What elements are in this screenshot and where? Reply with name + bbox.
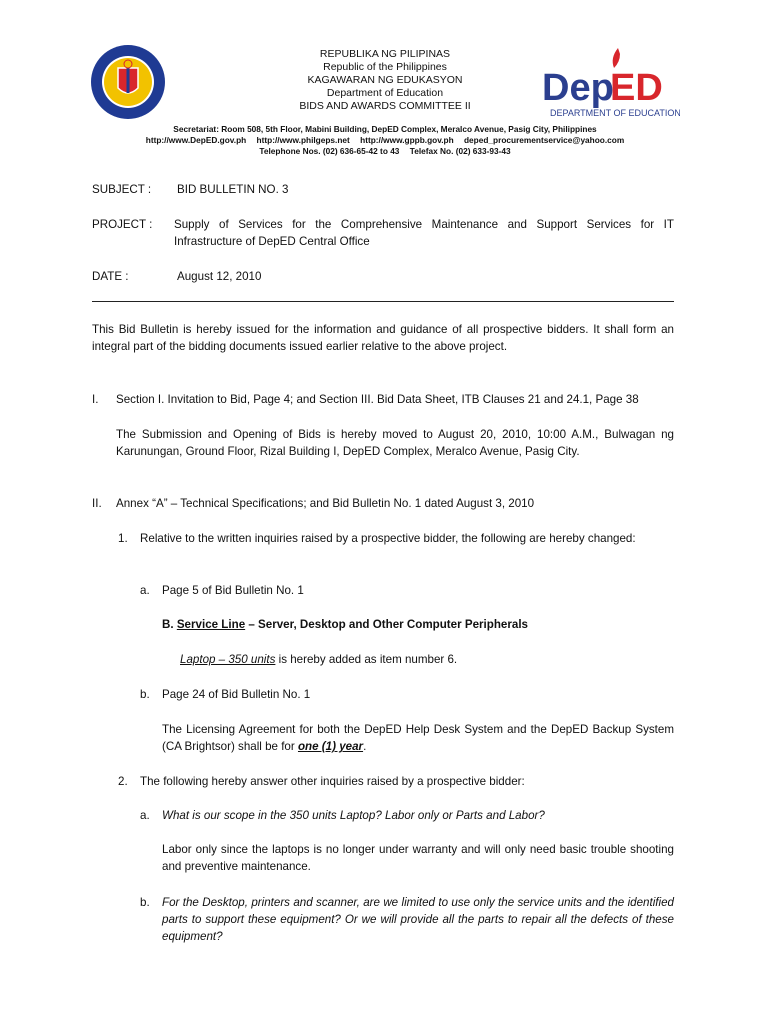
licensing-paragraph	[162, 721, 674, 755]
link-deped[interactable]: http://www.DepED.gov.ph	[145, 135, 247, 145]
sub-b-text: Page 24 of Bid Bulletin No. 1	[162, 688, 311, 701]
licensing-term: one (1) year	[297, 740, 364, 753]
header-line-4: Department of Education	[326, 87, 444, 99]
question-a: What is our scope in the 350 units Laptop? Labor only or Parts and Labor?	[162, 809, 545, 822]
item-1-text: Relative to the written inquiries raised by a prospective bidder, the following are hereby changed:	[140, 532, 636, 545]
item-2-number: 2.	[118, 775, 128, 788]
date-label: DATE :	[92, 270, 129, 283]
header-line-1: REPUBLIKA NG PILIPINAS	[319, 48, 451, 60]
question-b-label: b.	[140, 896, 150, 909]
sub-b-label: b.	[140, 688, 150, 701]
item-2-text: The following hereby answer other inquiries raised by a prospective bidder:	[140, 775, 525, 788]
question-a-label: a.	[140, 809, 150, 822]
section-1-text: The Submission and Opening of Bids is hereby moved to August 20, 2010, 10:00 A.M., Bulwagan ng Karunungan, Ground Floor, Rizal Building I, DepED Complex, Meralco Avenue, Pasig City.	[116, 428, 674, 458]
header-line-3: KAGAWARAN NG EDUKASYON	[307, 74, 463, 86]
project-value: Supply of Services for the Comprehensive Maintenance and Support Services for IT Infrastructure of DepED Central Office	[174, 218, 674, 248]
licensing-text: The Licensing Agreement for both the DepED Help Desk System and the DepED Backup System (CA Brightsor) shall be for	[162, 723, 674, 753]
section-2-title: Annex “A” – Technical Specifications; and Bid Bulletin No. 1 dated August 3, 2010	[116, 497, 535, 510]
project-label: PROJECT :	[92, 218, 153, 231]
service-line-rest: – Server, Desktop and Other Computer Peripherals	[245, 618, 528, 631]
laptop-line	[180, 651, 457, 668]
link-gppb[interactable]: http://www.gppb.gov.ph	[360, 135, 454, 145]
header-line-2: Republic of the Philippines	[323, 61, 447, 73]
header-line-5: BIDS AND AWARDS COMMITTEE II	[299, 100, 471, 112]
subject-label: SUBJECT :	[92, 183, 152, 196]
address-block	[100, 124, 670, 157]
svg-text:ED: ED	[610, 67, 663, 109]
section-2-number: II.	[92, 497, 102, 510]
service-line-label: Service Line	[176, 618, 246, 631]
phone-row	[100, 146, 670, 157]
answer-a: Labor only since the laptops is no longer under warranty and will only need basic trouble shooting and preventive maintenance.	[162, 843, 674, 873]
service-line-heading	[162, 616, 528, 633]
date-value: August 12, 2010	[177, 270, 262, 283]
laptop-rest: is hereby added as item number 6.	[275, 653, 458, 666]
item-1-number: 1.	[118, 532, 128, 545]
telefax-number: Telefax No. (02) 633-93-43	[409, 146, 511, 156]
telephone-numbers: Telephone Nos. (02) 636-65-42 to 43	[259, 146, 400, 156]
link-philgeps[interactable]: http://www.philgeps.net	[256, 135, 350, 145]
licensing-end: .	[363, 740, 367, 753]
divider	[92, 301, 674, 302]
section-1-title: Section I. Invitation to Bid, Page 4; and Section III. Bid Data Sheet, ITB Clauses 21 and 24.1, Page 38	[116, 393, 639, 406]
question-b: For the Desktop, printers and scanner, are we limited to use only the service units and the identified parts to support these equipment? Or we will provide all the parts to repair all the defects of these equipment?	[162, 896, 674, 943]
service-line-prefix: B.	[162, 618, 177, 631]
links-row	[100, 135, 670, 146]
intro-paragraph: This Bid Bulletin is hereby issued for the information and guidance of all prospective bidders. It shall form an integral part of the bidding documents issued earlier relative to the above project.	[92, 323, 674, 353]
section-1-number: I.	[92, 393, 99, 406]
svg-text:DEPARTMENT OF EDUCATION: DEPARTMENT OF EDUCATION	[550, 108, 680, 118]
subject-value: BID BULLETIN NO. 3	[177, 183, 289, 196]
sub-a-text: Page 5 of Bid Bulletin No. 1	[162, 584, 304, 597]
deped-wordmark-logo	[540, 44, 680, 120]
secretariat-address: Secretariat: Room 508, 5th Floor, Mabini Building, DepED Complex, Meralco Avenue, Pasig City, Philippines	[173, 124, 597, 134]
laptop-emphasis: Laptop – 350 units	[180, 653, 276, 666]
link-email[interactable]: deped_procurementservice@yahoo.com	[463, 135, 625, 145]
sub-a-label: a.	[140, 584, 150, 597]
svg-text:Dep: Dep	[542, 67, 614, 109]
